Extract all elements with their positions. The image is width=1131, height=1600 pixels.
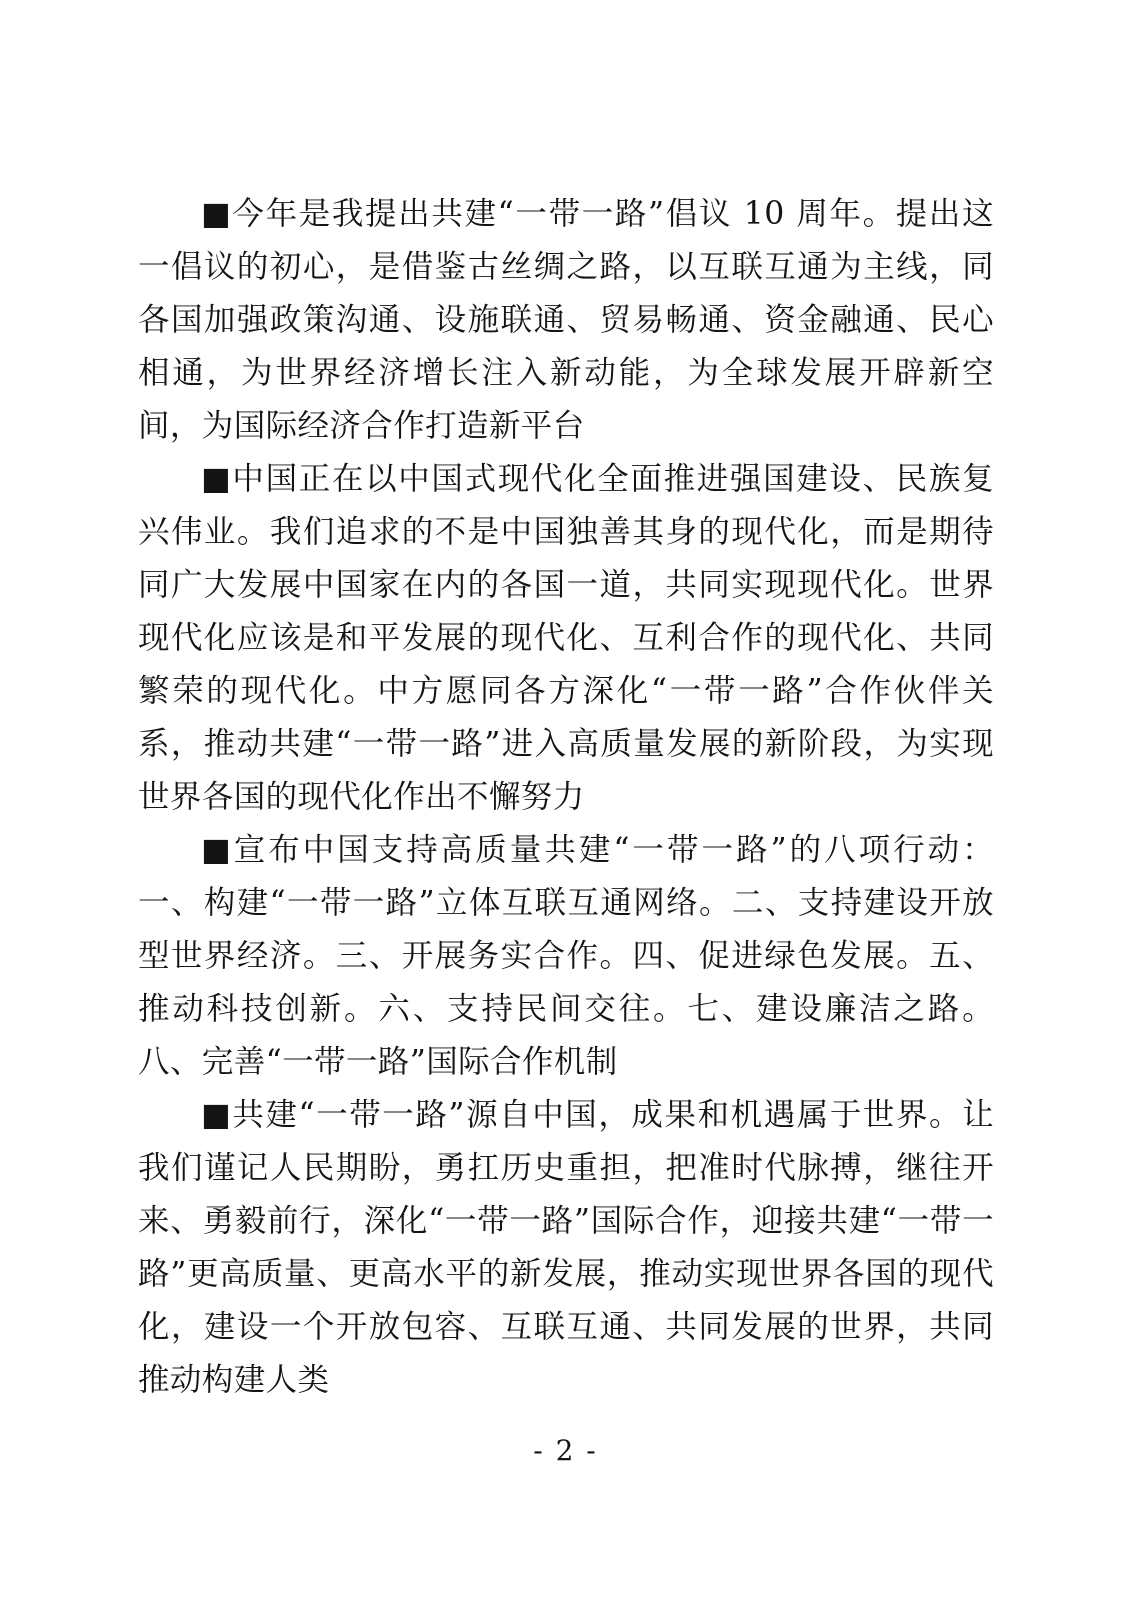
page-number: - 2 - (533, 1434, 598, 1467)
paragraph: ■共建“一带一路”源自中国，成果和机遇属于世界。让我们谨记人民期盼，勇扛历史重担，把准时代脉搏，继往开来、勇毅前行，深化“一带一路”国际合作，迎接共建“一带一路”更高质量、更高水平的新发展，推动实现世界各国的现代化，建设一个开放包容、互联互通、共同发展的世界，共同推动构建人类 (138, 1097, 994, 1398)
paragraph: ■中国正在以中国式现代化全面推进强国建设、民族复兴伟业。我们追求的不是中国独善其身的现代化，而是期待同广大发展中国家在内的各国一道，共同实现现代化。世界现代化应该是和平发展的现代化、互利合作的现代化、共同繁荣的现代化。中方愿同各方深化“一带一路”合作伙伴关系，推动共建“一带一路”进入高质量发展的新阶段，为实现世界各国的现代化作出不懈努力 (138, 461, 994, 815)
paragraph: ■宣布中国支持高质量共建“一带一路”的八项行动：一、构建“一带一路”立体互联互通网络。二、支持建设开放型世界经济。三、开展务实合作。四、促进绿色发展。五、推动科技创新。六、支持民间交往。七、建设廉洁之路。八、完善“一带一路”国际合作机制 (138, 832, 994, 1080)
document-body (138, 188, 994, 1407)
paragraph: ■今年是我提出共建“一带一路”倡议 10 周年。提出这一倡议的初心，是借鉴古丝绸之路，以互联互通为主线，同各国加强政策沟通、设施联通、贸易畅通、资金融通、民心相通，为世界经济增长注入新动能，为全球发展开辟新空间，为国际经济合作打造新平台 (138, 196, 994, 444)
